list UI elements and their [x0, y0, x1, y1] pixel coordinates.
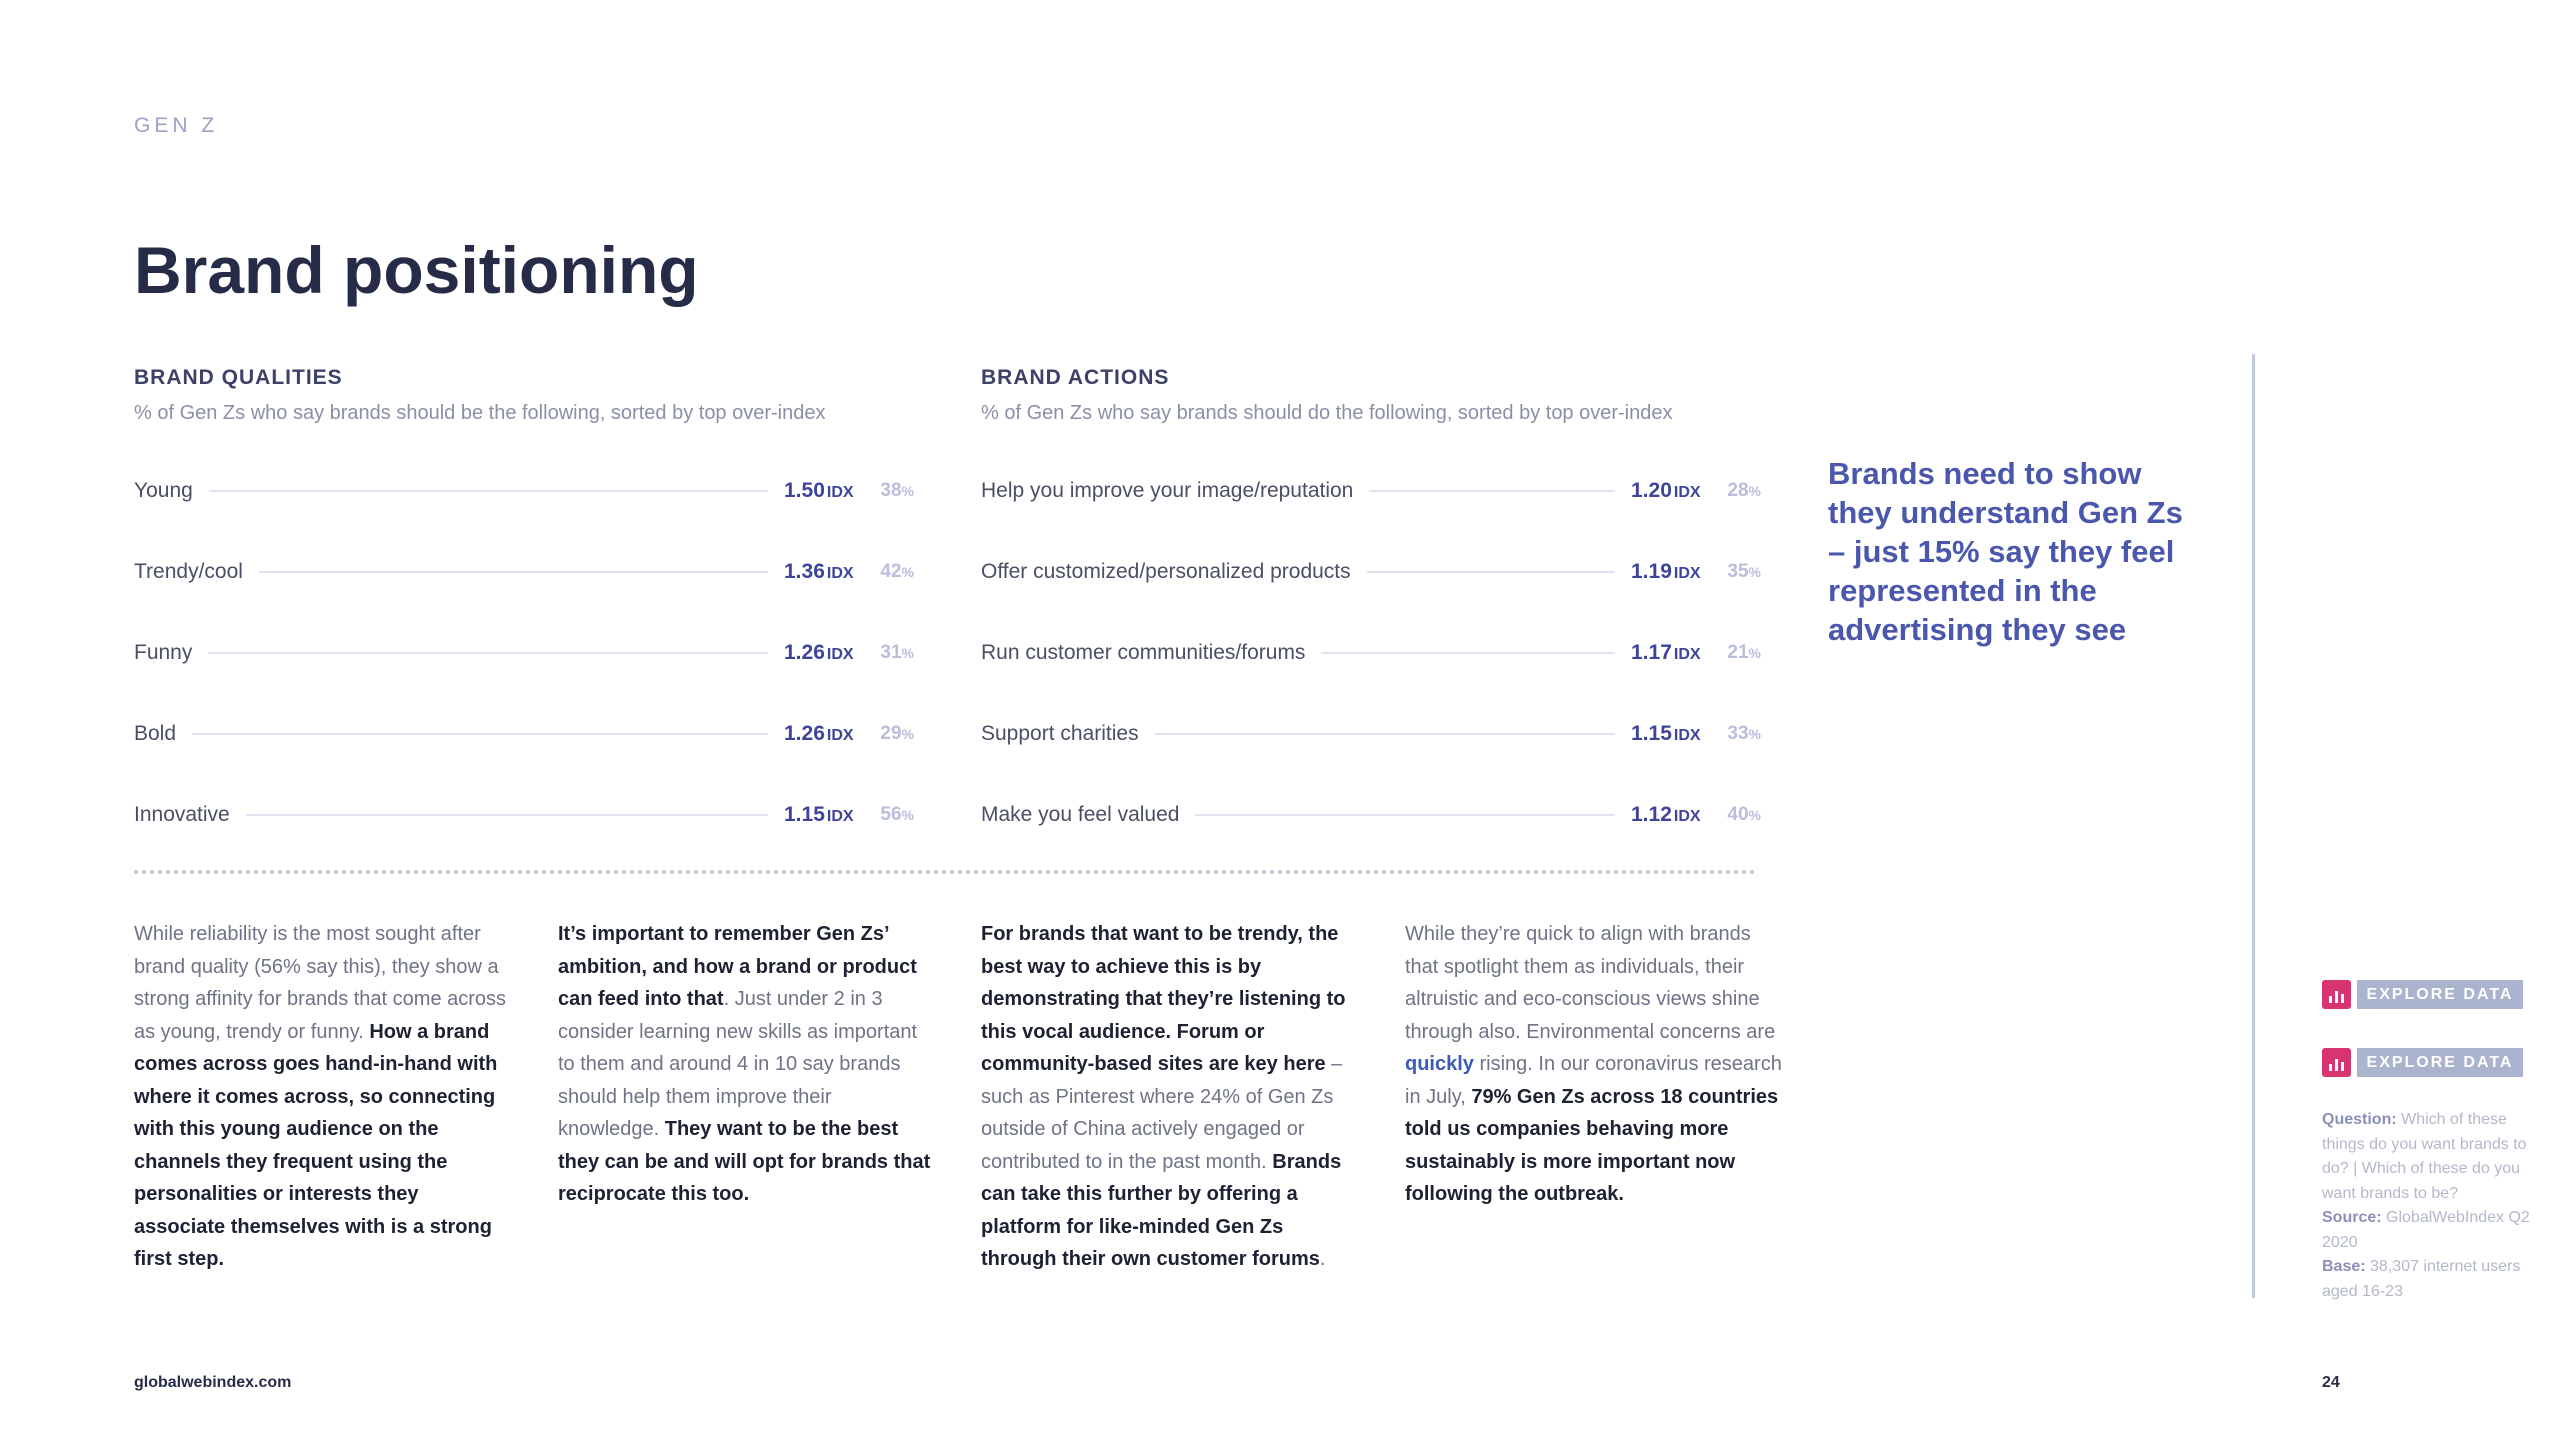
- percent-value: 38: [880, 479, 902, 501]
- row-percent: [1715, 561, 1761, 583]
- body-text: .: [1319, 1248, 1326, 1270]
- percent-unit: %: [1748, 806, 1761, 823]
- row-percent: [1715, 804, 1761, 826]
- row-percent: [868, 561, 914, 583]
- explore-data-button[interactable]: [2322, 980, 2523, 1009]
- index-value: 1.15: [1631, 721, 1672, 745]
- list-item: [134, 612, 914, 693]
- index-unit: IDX: [826, 726, 854, 744]
- body-column-2: [558, 918, 938, 1211]
- row-leader-line: [246, 814, 768, 816]
- brand-qualities-subtitle: % of Gen Zs who say brands should be the following, sorted by top over-index: [134, 402, 826, 424]
- percent-value: 21: [1727, 641, 1749, 663]
- brand-actions-section: [981, 366, 1761, 855]
- brand-actions-list: [981, 450, 1761, 855]
- row-label: Trendy/cool: [134, 559, 243, 583]
- index-value: 1.26: [784, 640, 825, 664]
- row-index: [1631, 641, 1715, 665]
- row-leader-line: [209, 490, 768, 492]
- list-item: [134, 693, 914, 774]
- row-index: [784, 641, 868, 665]
- row-index: [784, 560, 868, 584]
- index-unit: IDX: [1673, 483, 1701, 501]
- percent-unit: %: [1748, 563, 1761, 580]
- row-index: [784, 803, 868, 827]
- percent-value: 29: [880, 722, 902, 744]
- list-item: [981, 693, 1761, 774]
- brand-qualities-heading: BRAND QUALITIES: [134, 366, 343, 389]
- row-leader-line: [259, 571, 768, 573]
- index-unit: IDX: [1673, 807, 1701, 825]
- row-label: Help you improve your image/reputation: [981, 478, 1354, 502]
- list-item: [981, 774, 1761, 855]
- index-value: 1.50: [784, 478, 825, 502]
- row-index: [1631, 560, 1715, 584]
- source-text: GlobalWebIndex Q2 2020: [2322, 1209, 2530, 1251]
- page-number: 24: [2322, 1374, 2340, 1391]
- row-index: [784, 722, 868, 746]
- row-index: [1631, 803, 1715, 827]
- dotted-divider: [134, 870, 1756, 874]
- body-emphasis: Brands can take this further by offering a platform for like-minded Gen Zs through their own customer forums: [981, 1150, 1342, 1270]
- row-leader-line: [1155, 733, 1615, 735]
- row-percent: [868, 804, 914, 826]
- index-value: 1.20: [1631, 478, 1672, 502]
- quickly-link[interactable]: quickly: [1405, 1053, 1474, 1075]
- index-value: 1.19: [1631, 559, 1672, 583]
- index-value: 1.15: [784, 802, 825, 826]
- percent-value: 56: [880, 803, 902, 825]
- percent-unit: %: [1748, 482, 1761, 499]
- index-unit: IDX: [826, 564, 854, 582]
- brand-actions-subtitle: % of Gen Zs who say brands should do the following, sorted by top over-index: [981, 402, 1673, 424]
- index-value: 1.36: [784, 559, 825, 583]
- row-leader-line: [1321, 652, 1615, 654]
- percent-value: 40: [1727, 803, 1749, 825]
- sidebar-divider: [2252, 354, 2255, 1298]
- index-unit: IDX: [1673, 726, 1701, 744]
- list-item: [134, 450, 914, 531]
- brand-qualities-list: [134, 450, 914, 855]
- percent-value: 42: [880, 560, 902, 582]
- body-column-1: [134, 918, 514, 1276]
- row-label: Offer customized/personalized products: [981, 559, 1351, 583]
- body-text: While reliability is the most sought after brand quality (56% say this), they show a strong affinity for brands that come across as young, trendy or funny.: [134, 923, 507, 1043]
- explore-data-button[interactable]: [2322, 1048, 2523, 1077]
- percent-unit: %: [1748, 644, 1761, 661]
- percent-value: 31: [880, 641, 902, 663]
- body-text: – such as Pinterest where 24% of Gen Zs outside of China actively engaged or contributed to in the past month.: [981, 1053, 1343, 1173]
- source-label: Source:: [2322, 1209, 2382, 1226]
- body-column-4: [1405, 918, 1785, 1211]
- row-leader-line: [1367, 571, 1615, 573]
- body-text: rising. In our coronavirus research in July,: [1405, 1053, 1782, 1108]
- body-emphasis: It’s important to remember Gen Zs’ ambition, and how a brand or product can feed into that: [558, 923, 917, 1010]
- index-value: 1.17: [1631, 640, 1672, 664]
- percent-unit: %: [901, 806, 914, 823]
- footer-url[interactable]: globalwebindex.com: [134, 1374, 292, 1391]
- row-leader-line: [1369, 490, 1615, 492]
- row-percent: [1715, 480, 1761, 502]
- body-column-3: [981, 918, 1361, 1276]
- base-text: 38,307 internet users aged 16-23: [2322, 1258, 2521, 1300]
- list-item: [981, 612, 1761, 693]
- row-label: Make you feel valued: [981, 802, 1180, 826]
- body-emphasis: How a brand comes across goes hand-in-hand with where it comes across, so connecting with this young audience on the channels they frequent using the personalities or interests they associate themselves with is a strong first step.: [134, 1020, 498, 1270]
- question-label: Question:: [2322, 1111, 2397, 1128]
- row-label: Run customer communities/forums: [981, 640, 1306, 664]
- base-label: Base:: [2322, 1258, 2366, 1275]
- source-notes: [2322, 1108, 2532, 1304]
- row-label: Funny: [134, 640, 193, 664]
- row-index: [1631, 722, 1715, 746]
- page-title: Brand positioning: [134, 233, 699, 307]
- index-unit: IDX: [826, 483, 854, 501]
- row-percent: [868, 723, 914, 745]
- list-item: [134, 774, 914, 855]
- body-text: While they’re quick to align with brands that spotlight them as individuals, their altruistic and eco-conscious views shine through also. Environmental concerns are: [1405, 923, 1776, 1043]
- row-percent: [1715, 642, 1761, 664]
- index-unit: IDX: [826, 645, 854, 663]
- explore-data-label: EXPLORE DATA: [2357, 980, 2523, 1009]
- brand-actions-heading: BRAND ACTIONS: [981, 366, 1170, 389]
- index-unit: IDX: [826, 807, 854, 825]
- row-leader-line: [1195, 814, 1615, 816]
- percent-unit: %: [901, 644, 914, 661]
- brand-qualities-section: [134, 366, 914, 855]
- question-text: Which of these things do you want brands to do? | Which of these do you want brands to be?: [2322, 1111, 2527, 1202]
- bar-chart-icon: [2322, 1048, 2351, 1077]
- percent-unit: %: [1748, 725, 1761, 742]
- row-label: Bold: [134, 721, 177, 745]
- percent-unit: %: [901, 563, 914, 580]
- percent-value: 28: [1727, 479, 1749, 501]
- row-label: Young: [134, 478, 193, 502]
- row-leader-line: [208, 652, 768, 654]
- row-percent: [1715, 723, 1761, 745]
- index-unit: IDX: [1673, 564, 1701, 582]
- body-emphasis: 79% Gen Zs across 18 countries told us companies behaving more sustainably is more important now following the outbreak.: [1405, 1085, 1779, 1205]
- row-leader-line: [192, 733, 768, 735]
- row-label: Support charities: [981, 721, 1139, 745]
- row-index: [1631, 479, 1715, 503]
- body-text: . Just under 2 in 3 consider learning new skills as important to them and around 4 in 10 say brands should help them improve their knowledge.: [558, 988, 918, 1140]
- body-emphasis: They want to be the best they can be and will opt for brands that reciprocate this too.: [558, 1118, 931, 1205]
- percent-value: 35: [1727, 560, 1749, 582]
- section-eyebrow: GEN Z: [134, 114, 219, 137]
- list-item: [134, 531, 914, 612]
- row-percent: [868, 642, 914, 664]
- explore-data-label: EXPLORE DATA: [2357, 1048, 2523, 1077]
- callout-quote: Brands need to show they understand Gen Zs – just 15% say they feel represented in the advertising they see: [1828, 456, 2183, 647]
- percent-unit: %: [901, 725, 914, 742]
- list-item: [981, 450, 1761, 531]
- bar-chart-icon: [2322, 980, 2351, 1009]
- index-value: 1.12: [1631, 802, 1672, 826]
- body-emphasis: For brands that want to be trendy, the best way to achieve this is by demonstrating that they’re listening to this vocal audience. Forum or community-based sites are key here: [981, 923, 1346, 1075]
- percent-value: 33: [1727, 722, 1749, 744]
- index-unit: IDX: [1673, 645, 1701, 663]
- list-item: [981, 531, 1761, 612]
- row-index: [784, 479, 868, 503]
- row-percent: [868, 480, 914, 502]
- percent-unit: %: [901, 482, 914, 499]
- row-label: Innovative: [134, 802, 230, 826]
- index-value: 1.26: [784, 721, 825, 745]
